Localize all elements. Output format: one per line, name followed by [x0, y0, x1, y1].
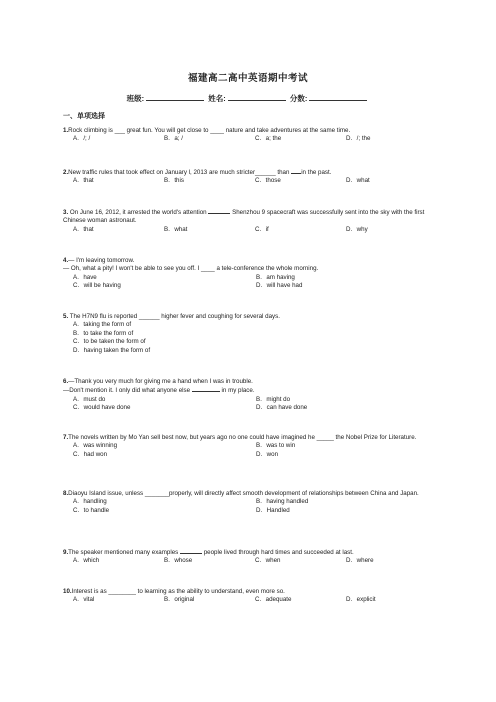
options-row-2 [63, 451, 435, 459]
question-stem: 10.Interest is as ________ to learning as the ability to understand, even more so. [63, 588, 285, 595]
option-d[interactable]: D．what [346, 177, 370, 185]
question-stem-line-2: —Don't mention it. I only did what anyone else in my place. [63, 387, 255, 395]
option-b[interactable]: B．original [164, 596, 195, 604]
answer-blank [208, 208, 230, 214]
options-row [63, 557, 435, 565]
options-row [63, 396, 435, 404]
option-b[interactable]: B．to take the form of [73, 329, 134, 337]
options-row-3 [63, 338, 435, 346]
option-a[interactable]: A．which [73, 557, 100, 565]
options-row [63, 498, 435, 506]
options-row [63, 135, 435, 143]
option-a[interactable]: A．vital [73, 596, 95, 604]
exam-title: 福建高二高中英语期中考试 [187, 73, 308, 84]
option-b[interactable]: B．am having [256, 273, 295, 281]
option-a[interactable]: A．handling [73, 498, 107, 506]
name-blank[interactable] [228, 94, 286, 101]
question-stem: 4.— I'm leaving tomorrow. [63, 257, 135, 264]
question-9 [63, 548, 435, 566]
options-row-2 [63, 404, 435, 412]
options-row-4 [63, 347, 435, 355]
options-row-2 [63, 507, 435, 515]
question-3 [63, 208, 435, 234]
answer-blank [180, 548, 202, 554]
question-8 [63, 490, 435, 515]
question-stem: 6.—Thank you very much for giving me a hand when I was in trouble. [63, 378, 253, 385]
score-label: 分数: [289, 94, 308, 103]
question-stem: 8.Diaoyu Island issue, unless _______properly, will directly affect smooth development of relationships between China and Japan. [63, 490, 419, 497]
options-row [63, 177, 435, 185]
option-a[interactable]: A．that [73, 177, 94, 185]
option-a[interactable]: A．that [73, 225, 94, 233]
option-b[interactable]: B．whose [164, 557, 193, 565]
question-stem: 1.Rock climbing is ___ great fun. You will get close to ____ nature and take adventures at the same time. [63, 127, 351, 134]
option-a[interactable]: A．was winning [73, 442, 118, 450]
options-row [63, 596, 435, 604]
option-d[interactable]: D．explicit [346, 596, 376, 604]
option-c[interactable]: C．will be having [73, 282, 121, 290]
option-b[interactable]: B．a; / [164, 135, 183, 143]
option-d[interactable]: D．Handled [256, 506, 290, 514]
option-c[interactable]: C．adequate [255, 596, 292, 604]
option-d[interactable]: D．can have done [256, 404, 308, 412]
question-stem: 7.The novels written by Mo Yan sell best now, but years ago no one could have imagined he _____ the Nobel Prize for Literature. [63, 434, 417, 441]
option-a[interactable]: A．taking the form of [73, 321, 132, 329]
options-row [63, 442, 435, 450]
option-a[interactable]: A．must do [73, 395, 106, 403]
name-label: 姓名: [208, 94, 226, 103]
question-stem: 2.New traffic rules that took effect on January l, 2013 are much stricter______ than in the past. [63, 169, 332, 176]
option-d[interactable]: D．having taken the form of [73, 346, 151, 354]
option-b[interactable]: B．what [164, 225, 188, 233]
question-stem: 9.The speaker mentioned many examples people lived through hard times and succeeded at last. [63, 549, 354, 556]
option-c[interactable]: C．those [255, 177, 281, 185]
student-info-line [0, 93, 496, 104]
question-7 [63, 434, 435, 459]
option-b[interactable]: B．this [164, 177, 184, 185]
option-c[interactable]: C．would have done [73, 404, 131, 412]
answer-blank [192, 386, 220, 392]
options-row [63, 226, 435, 234]
question-5 [63, 313, 435, 355]
options-row-2 [63, 282, 435, 290]
question-stem-line-2: — Oh, what a pity! I won't be able to see you off. I ____ a tele-conference the whole morning. [63, 265, 319, 273]
section-heading: 一、单项选择 [63, 113, 105, 120]
option-d[interactable]: D．where [346, 557, 374, 565]
option-c[interactable]: C．had won [73, 450, 108, 458]
option-d[interactable]: D．will have had [256, 282, 303, 290]
question-stem: 5. The H7N9 flu is reported ______ higher fever and coughing for several days. [63, 313, 280, 320]
option-d[interactable]: D．/; the [346, 135, 371, 143]
question-4 [63, 257, 435, 291]
question-6 [63, 378, 435, 413]
option-c[interactable]: C．when [255, 557, 281, 565]
option-d[interactable]: D．won [256, 450, 279, 458]
options-row [63, 321, 435, 329]
option-c[interactable]: C．to handle [73, 506, 110, 514]
option-a[interactable]: A．/; / [73, 135, 91, 143]
question-10 [63, 588, 435, 605]
score-blank[interactable] [309, 94, 367, 101]
option-c[interactable]: C．if [255, 225, 269, 233]
option-c[interactable]: C．to be taken the form of [73, 338, 146, 346]
option-b[interactable]: B．having handled [256, 498, 309, 506]
answer-blank [291, 168, 301, 174]
options-row [63, 274, 435, 282]
question-1 [63, 127, 435, 144]
option-b[interactable]: B．was to win [256, 442, 296, 450]
question-2 [63, 168, 435, 186]
option-d[interactable]: D．why [346, 225, 368, 233]
option-c[interactable]: C．a; the [255, 135, 282, 143]
class-label: 班级: [126, 94, 145, 103]
class-blank[interactable] [146, 94, 204, 101]
question-stem: 3. On June 16, 2012, it arrested the world's attention Shenzhou 9 spacecraft was successfully sent into the sky with the first Chinese woman astronaut. [63, 209, 425, 225]
option-a[interactable]: A．have [73, 273, 97, 281]
options-row-2 [63, 330, 435, 338]
option-b[interactable]: B．might do [256, 395, 291, 403]
